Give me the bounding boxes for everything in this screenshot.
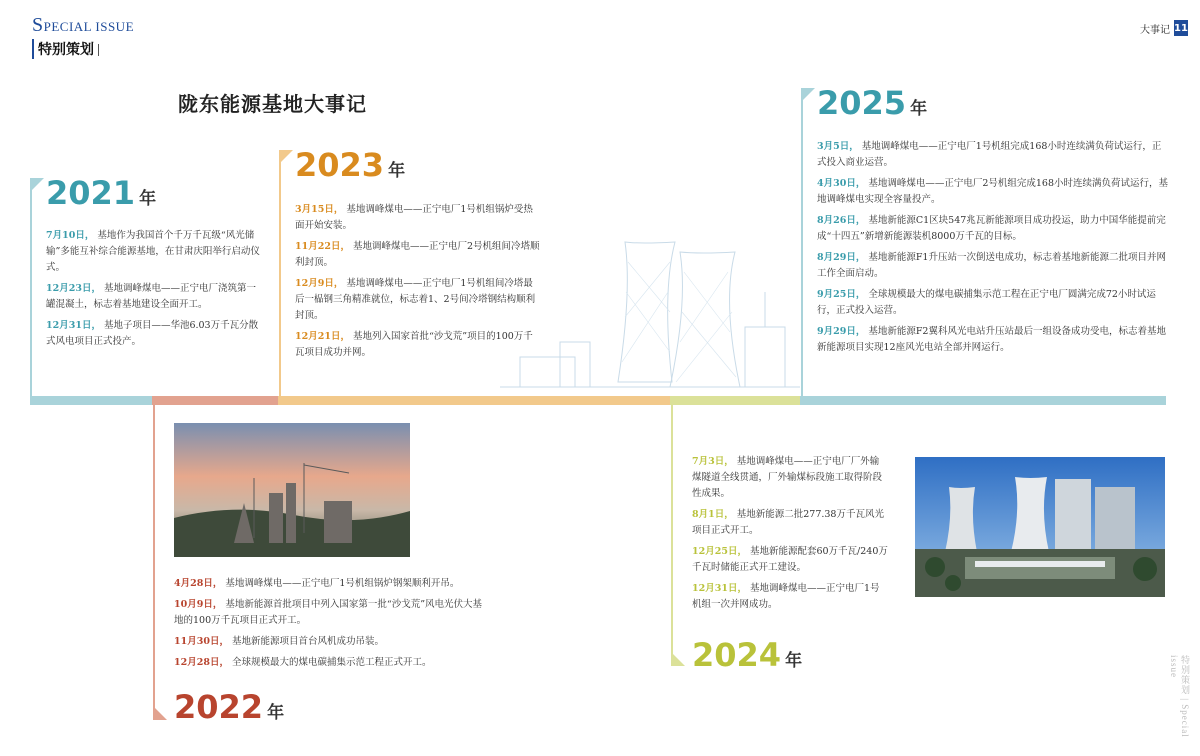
event-text: 基地新能源C1区块547兆瓦新能源项目成功投运，助力中国华能提前完成“十四五”新增新能源装机8000万千瓦的目标。 [817, 215, 1166, 242]
event-date: 12月9日， [295, 278, 344, 289]
connector-2025 [801, 88, 803, 396]
page-badge: 11 [1174, 20, 1188, 36]
event-text: 基地新能源F2翼科风光电站升压站最后一组设备成功受电，标志着基地新能源项目实现12座风光电站全部并网运行。 [817, 326, 1166, 353]
event-date: 4月28日， [174, 578, 223, 589]
event-item [174, 597, 484, 629]
event-text: 基地调峰煤电——正宁电厂1号机组锅炉钢架顺利开吊。 [225, 578, 460, 589]
event-item [46, 281, 262, 313]
magazine-header [32, 14, 134, 59]
side-running-text: 特别策划 | Special issue [1169, 655, 1190, 738]
event-item [817, 287, 1169, 319]
event-text: 基地新能源二批277.38万千瓦风光项目正式开工。 [692, 509, 884, 536]
event-item [295, 202, 541, 234]
event-item [817, 213, 1169, 245]
event-item [817, 324, 1169, 356]
event-date: 4月30日， [817, 178, 866, 189]
year-heading-2024: 2024 年 [692, 636, 803, 674]
event-date: 7月3日， [692, 456, 734, 467]
event-date: 3月15日， [295, 204, 344, 215]
page-title: 陇东能源基地大事记 [178, 92, 367, 116]
special-issue-brand: SPECIAL ISSUE [32, 14, 135, 36]
event-date: 12月31日， [692, 583, 747, 594]
event-text: 基地作为我国首个千万千瓦级“风光储输”多能互补综合能源基地，在甘肃庆阳举行启动仪式。 [46, 230, 260, 273]
connector-2022 [153, 405, 155, 715]
year-heading-2023: 2023 年 [295, 146, 406, 184]
event-text: 基地新能源首批项目中列入国家第一批“沙戈荒”风电光伏大基地的100万千瓦项目正式开工。 [174, 599, 483, 626]
event-item [295, 276, 541, 324]
event-date: 9月29日， [817, 326, 866, 337]
power-plant-photo [915, 457, 1165, 597]
timeline-segment-2021 [30, 396, 152, 405]
section-label: 大事记 [1140, 24, 1170, 36]
special-issue-cn: 特别策划 [32, 39, 134, 59]
event-date: 11月22日， [295, 241, 350, 252]
event-date: 12月23日， [46, 283, 101, 294]
year-heading-2025: 2025 年 [817, 84, 928, 122]
event-text: 基地新能源项目首台风机成功吊装。 [231, 636, 384, 647]
event-item [692, 581, 888, 613]
event-date: 11月30日， [174, 636, 229, 647]
event-text: 基地列入国家首批“沙戈荒”项目的100万千瓦项目成功并网。 [295, 331, 533, 358]
event-text: 基地调峰煤电——正宁电厂2号机组完成168小时连续满负荷试运行，基地调峰煤电实现全容量投产。 [817, 178, 1169, 205]
event-date: 8月29日， [817, 252, 866, 263]
event-item [295, 239, 541, 271]
event-text: 基地调峰煤电——正宁电厂2号机组间冷塔顺利封顶。 [295, 241, 540, 268]
year-marker-2021 [30, 178, 44, 192]
event-item [174, 576, 484, 592]
year-marker-2023 [279, 150, 293, 164]
event-text: 基地新能源F1升压站一次倒送电成功，标志着基地新能源二批项目并网工作全面启动。 [817, 252, 1166, 279]
events-2023 [295, 202, 541, 366]
event-date: 8月26日， [817, 215, 866, 226]
event-text: 基地新能源配套60万千瓦/240万千瓦时储能正式开工建设。 [692, 546, 888, 573]
event-date: 9月25日， [817, 289, 866, 300]
event-date: 10月9日， [174, 599, 223, 610]
event-item [174, 655, 484, 671]
cooling-tower-illustration [500, 232, 800, 392]
year-marker-2022 [153, 706, 167, 720]
event-text: 基地调峰煤电——正宁电厂浇筑第一罐混凝土，标志着基地建设全面开工。 [46, 283, 256, 310]
event-text: 基地调峰煤电——正宁电厂1号机组间冷塔最后一榀钢三角精准就位，标志着1、2号间冷塔钢结构顺利封顶。 [295, 278, 536, 321]
connector-2023 [279, 150, 281, 396]
event-item [817, 139, 1169, 171]
events-2022 [174, 576, 484, 676]
timeline-segment-2024 [670, 396, 800, 405]
events-2024 [692, 454, 888, 618]
event-text: 基地子项目——华池6.03万千瓦分散式风电项目正式投产。 [46, 320, 259, 347]
event-date: 12月21日， [295, 331, 350, 342]
timeline-segment-2025 [800, 396, 1166, 405]
timeline-bar [30, 396, 1166, 405]
event-item [295, 329, 541, 361]
year-marker-2024 [671, 652, 685, 666]
event-date: 12月28日， [174, 657, 229, 668]
events-2021 [46, 228, 262, 355]
event-text: 全球规模最大的煤电碳捕集示范工程在正宁电厂圆满完成72小时试运行，正式投入运营。 [817, 289, 1156, 316]
section-header [1140, 20, 1188, 36]
connector-2024 [671, 405, 673, 663]
timeline-segment-2023 [278, 396, 670, 405]
event-date: 3月5日， [817, 141, 859, 152]
timeline-segment-2022 [152, 396, 278, 405]
event-item [46, 318, 262, 350]
events-2025 [817, 139, 1169, 361]
event-text: 基地调峰煤电——正宁电厂1号机组完成168小时连续满负荷试运行，正式投入商业运营。 [817, 141, 1162, 168]
event-text: 基地调峰煤电——正宁电厂1号机组一次并网成功。 [692, 583, 880, 610]
event-item [46, 228, 262, 276]
event-item [817, 176, 1169, 208]
year-heading-2021: 2021 年 [46, 174, 157, 212]
event-date: 8月1日， [692, 509, 734, 520]
construction-site-photo [174, 423, 410, 557]
event-item [692, 507, 888, 539]
event-date: 12月25日， [692, 546, 747, 557]
event-item [692, 454, 888, 502]
event-date: 7月10日， [46, 230, 95, 241]
year-marker-2025 [801, 88, 815, 102]
year-heading-2022: 2022 年 [174, 688, 285, 726]
event-item [817, 250, 1169, 282]
event-item [174, 634, 484, 650]
event-text: 全球规模最大的煤电碳捕集示范工程正式开工。 [231, 657, 432, 668]
event-text: 基地调峰煤电——正宁电厂1号机组锅炉受热面开始安装。 [295, 204, 533, 231]
event-text: 基地调峰煤电——正宁电厂厂外输煤隧道全线贯通，厂外输煤标段施工取得阶段性成果。 [692, 456, 883, 499]
connector-2021 [30, 180, 32, 396]
event-item [692, 544, 888, 576]
event-date: 12月31日， [46, 320, 101, 331]
